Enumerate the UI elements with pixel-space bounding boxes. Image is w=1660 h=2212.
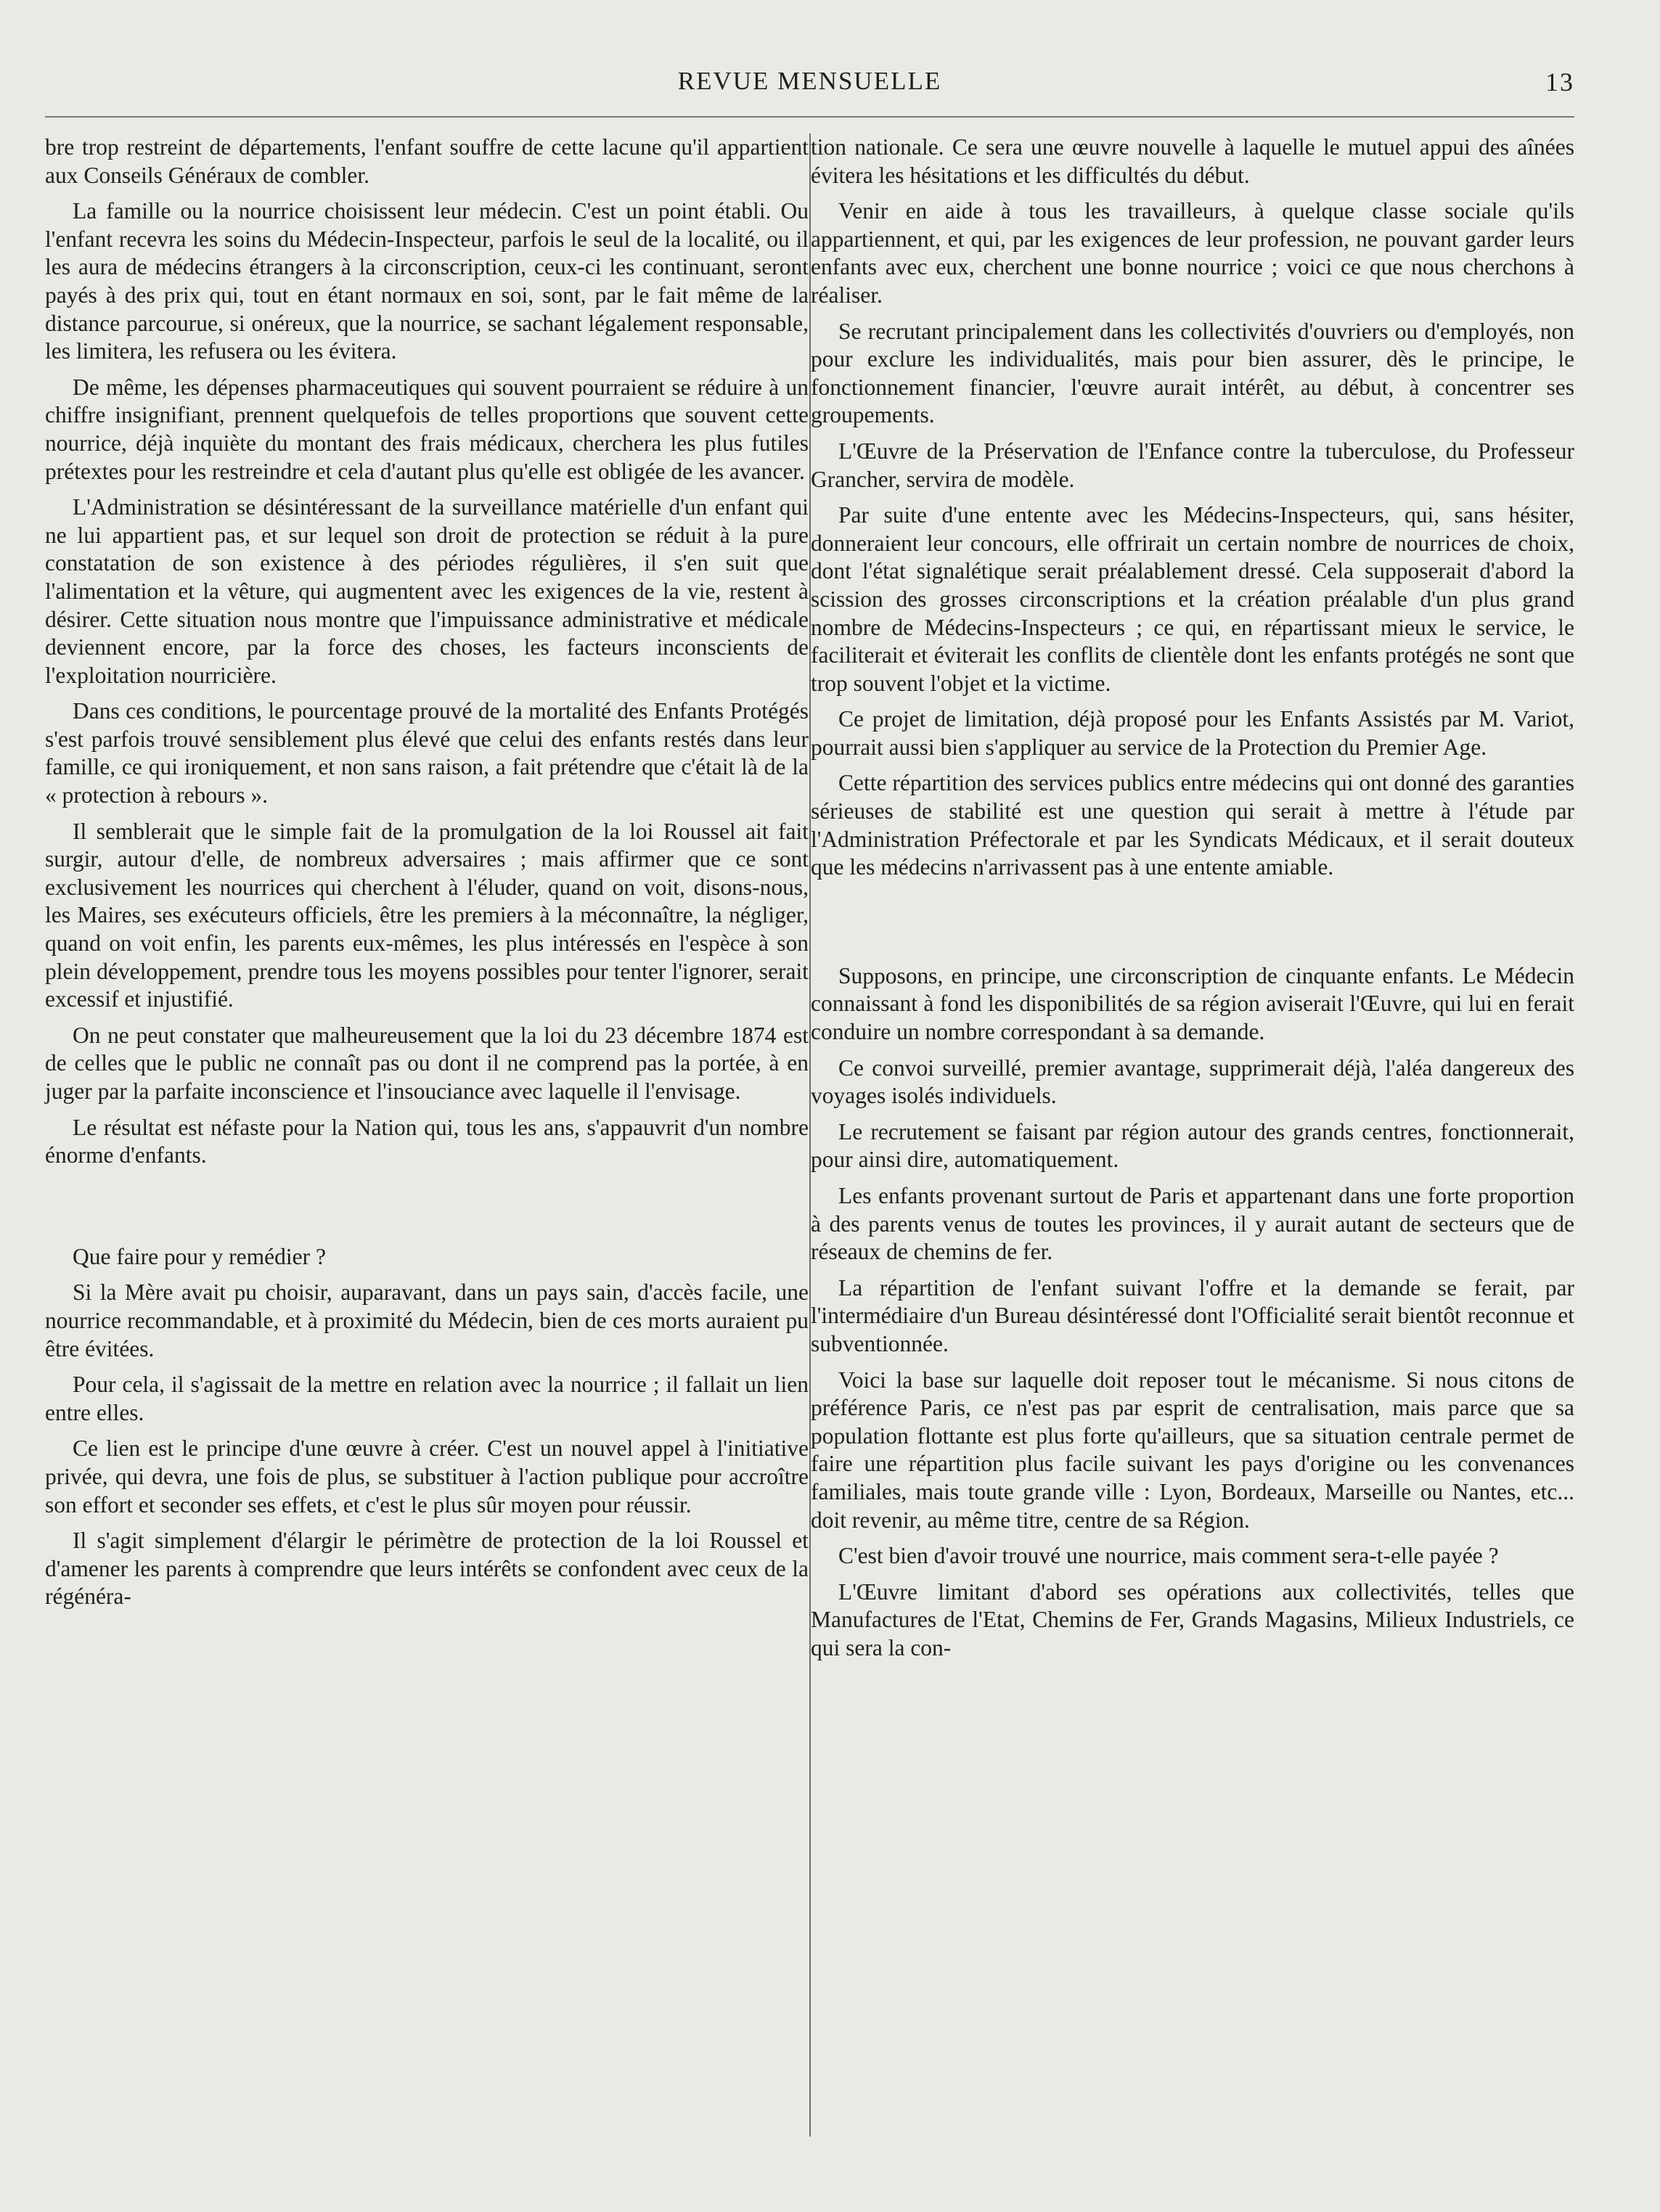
section-break — [45, 1178, 809, 1243]
paragraph: Pour cela, il s'agissait de la mettre en relation avec la nourrice ; il fallait un lien entre elles. — [45, 1372, 809, 1425]
page-number: 13 — [1545, 67, 1574, 97]
paragraph: Supposons, en principe, une circonscription de cinquante enfants. Le Médecin connaissant à fond les disponibilités de sa région aviserait l'Œuvre, qui lui en ferait conduire un nombre correspondant à sa demande. — [811, 962, 1574, 1045]
paragraph: L'Administration se désintéressant de la surveillance matérielle d'un enfant qui ne lui appartient pas, et sur lequel son droit de protection se réduit à la pure constatation de son existence à des périodes régulières, il s'en suit que l'alimentation et la vêture, qui augmentent avec les exigences de la vie, restent à désirer. Cette situation nous montre que l'impuissance administrative et médicale deviennent encore, par la force des choses, les facteurs inconscients de l'exploitation nourricière. — [45, 494, 809, 688]
journal-title: REVUE MENSUELLE — [677, 67, 942, 95]
running-head — [45, 58, 1574, 109]
question-heading: Que faire pour y remédier ? — [73, 1243, 326, 1269]
paragraph: bre trop restreint de départements, l'enfant souffre de cette lacune qu'il appartient aux Conseils Généraux de combler. — [45, 134, 809, 188]
paragraph: Il semblerait que le simple fait de la promulgation de la loi Roussel ait fait surgir, autour d'elle, de nombreux adversaires ; mais affirmer que ce sont exclusivement les nourrices qui cherchent à l'éluder, quand on voit, disons-nous, les Maires, ses exécuteurs officiels, être les premiers à la méconnaître, la négliger, quand on voit enfin, les parents eux-mêmes, les plus intéressés en l'espèce à son plein développement, prendre tous les moyens possibles pour tenter l'ignorer, serait excessif et injustifié. — [45, 818, 809, 1012]
paragraph: Le résultat est néfaste pour la Nation qui, tous les ans, s'appauvrit d'un nombre énorme d'enfants. — [45, 1114, 809, 1168]
paragraph: Les enfants provenant surtout de Paris et appartenant dans une forte proportion à des parents venus de toutes les provinces, il y aurait autant de secteurs que de réseaux de chemins de fer. — [811, 1183, 1574, 1265]
paragraph: Se recrutant principalement dans les collectivités d'ouvriers ou d'employés, non pour exclure les individualités, mais pour bien assurer, dès le principe, le fonctionnement financier, l'œuvre aurait intérêt, au début, à concentrer ses groupements. — [811, 318, 1574, 428]
paragraph: C'est bien d'avoir trouvé une nourrice, mais comment sera-t-elle payée ? — [838, 1543, 1499, 1569]
paragraph: Il s'agit simplement d'élargir le périmètre de protection de la loi Roussel et d'amener les parents à comprendre que leurs intérêts se confondent avec ceux de la régénéra- — [45, 1528, 809, 1610]
header-rule — [45, 116, 1574, 118]
paragraph: La répartition de l'enfant suivant l'offre et la demande se ferait, par l'intermédiaire d'un Bureau désintéressé dont l'Officialité serait bientôt reconnue et subventionnée. — [811, 1274, 1574, 1356]
paragraph: Si la Mère avait pu choisir, auparavant, dans un pays sain, d'accès facile, une nourrice recommandable, et à proximité du Médecin, bien de ces morts auraient pu être évitées. — [45, 1279, 809, 1361]
paragraph: Voici la base sur laquelle doit reposer tout le mécanisme. Si nous citons de préférence Paris, ce n'est pas par esprit de centralisation, mais parce que sa population flottante est plus forte qu'ailleurs, que sa situation centrale permet de faire une répartition plus facile suivant les pays d'origine ou les convenances familiales, mais toute grande ville : Lyon, Bordeaux, Marseille ou Nantes, etc... doit revenir, au même titre, centre de sa Région. — [811, 1367, 1574, 1533]
paragraph: L'Œuvre limitant d'abord ses opérations aux collectivités, telles que Manufactures de l'Etat, Chemins de Fer, Grands Magasins, Milieux Industriels, ce qui sera la con- — [811, 1578, 1574, 1660]
paragraph: Venir en aide à tous les travailleurs, à quelque classe sociale qu'ils appartiennent, et qui, par les exigences de leur profession, ne pouvant garder leurs enfants avec eux, cherchent une bonne nourrice ; voici ce que nous cherchons à réaliser. — [811, 198, 1574, 308]
paragraph: Ce convoi surveillé, premier avantage, supprimerait déjà, l'aléa dangereux des voyages isolés individuels. — [811, 1054, 1574, 1109]
paragraph: Cette répartition des services publics entre médecins qui ont donné des garanties sérieuses de stabilité est une question qui serait à mettre à l'étude par l'Administration Préfectorale et par les Syndicats Médicaux, et il serait douteux que les médecins n'arrivassent pas à une entente amiable. — [811, 770, 1574, 880]
right-column — [811, 134, 1574, 2158]
paragraph: Ce lien est le principe d'une œuvre à créer. C'est un nouvel appel à l'initiative privée, qui devra, une fois de plus, se substituer à l'action publique pour accroître son effort et seconder ses effets, et c'est le plus sûr moyen pour réussir. — [45, 1435, 809, 1517]
text-columns — [45, 134, 1574, 2158]
paragraph: Dans ces conditions, le pourcentage prouvé de la mortalité des Enfants Protégés s'est parfois trouvé sensiblement plus élevé que celui des enfants restés dans leur famille, ce qui ironiquement, et non sans raison, a fait prétendre que c'était là de la « protection à rebours ». — [45, 698, 809, 808]
paragraph: tion nationale. Ce sera une œuvre nouvelle à laquelle le mutuel appui des aînées évitera les hésitations et les difficultés du début. — [811, 134, 1574, 188]
paragraph: Ce projet de limitation, déjà proposé pour les Enfants Assistés par M. Variot, pourrait aussi bien s'appliquer au service de la Protection du Premier Age. — [811, 706, 1574, 760]
paragraph: La famille ou la nourrice choisissent leur médecin. C'est un point établi. Ou l'enfant recevra les soins du Médecin-Inspecteur, parfois le seul de la localité, ou il les aura de médecins étrangers à la circonscription, ceux-ci les continuant, seront payés à des prix qui, tout en étant normaux en soi, sont, par le fait même de la distance parcourue, si onéreux, que la nourrice, se sachant légalement responsable, les limitera, les refusera ou les évitera. — [45, 198, 809, 364]
paragraph: L'Œuvre de la Préservation de l'Enfance contre la tuberculose, du Professeur Grancher, servira de modèle. — [811, 438, 1574, 492]
paragraph: Le recrutement se faisant par région autour des grands centres, fonctionnerait, pour ainsi dire, automatiquement. — [811, 1118, 1574, 1173]
paragraph: Par suite d'une entente avec les Médecins-Inspecteurs, qui, sans hésiter, donneraient leur concours, elle offrirait un certain nombre de nourrices de choix, dont l'état signalétique serait préalablement dressé. Cela supposerait d'abord la scission des grosses circonscriptions et la création préalable d'un plus grand nombre de Médecins-Inspecteurs ; ce qui, en répartissant mieux le service, le faciliterait et éviterait les conflits de clientèle dont les enfants protégés ne sont que trop souvent l'objet et la victime. — [811, 502, 1574, 696]
paragraph: On ne peut constater que malheureusement que la loi du 23 décembre 1874 est de celles que le public ne connaît pas ou dont il ne comprend pas la portée, à en juger par la parfaite inconscience et l'insouciance avec laquelle il l'envisage. — [45, 1022, 809, 1104]
section-break — [811, 890, 1574, 962]
left-column — [45, 134, 809, 2158]
paragraph: De même, les dépenses pharmaceutiques qui souvent pourraient se réduire à un chiffre insignifiant, prennent quelquefois de telles proportions que souvent cette nourrice, déjà inquiète du montant des frais médicaux, cherchera les plus futiles prétextes pour les restreindre et cela d'autant plus qu'elle est obligée de les avancer. — [45, 374, 809, 484]
